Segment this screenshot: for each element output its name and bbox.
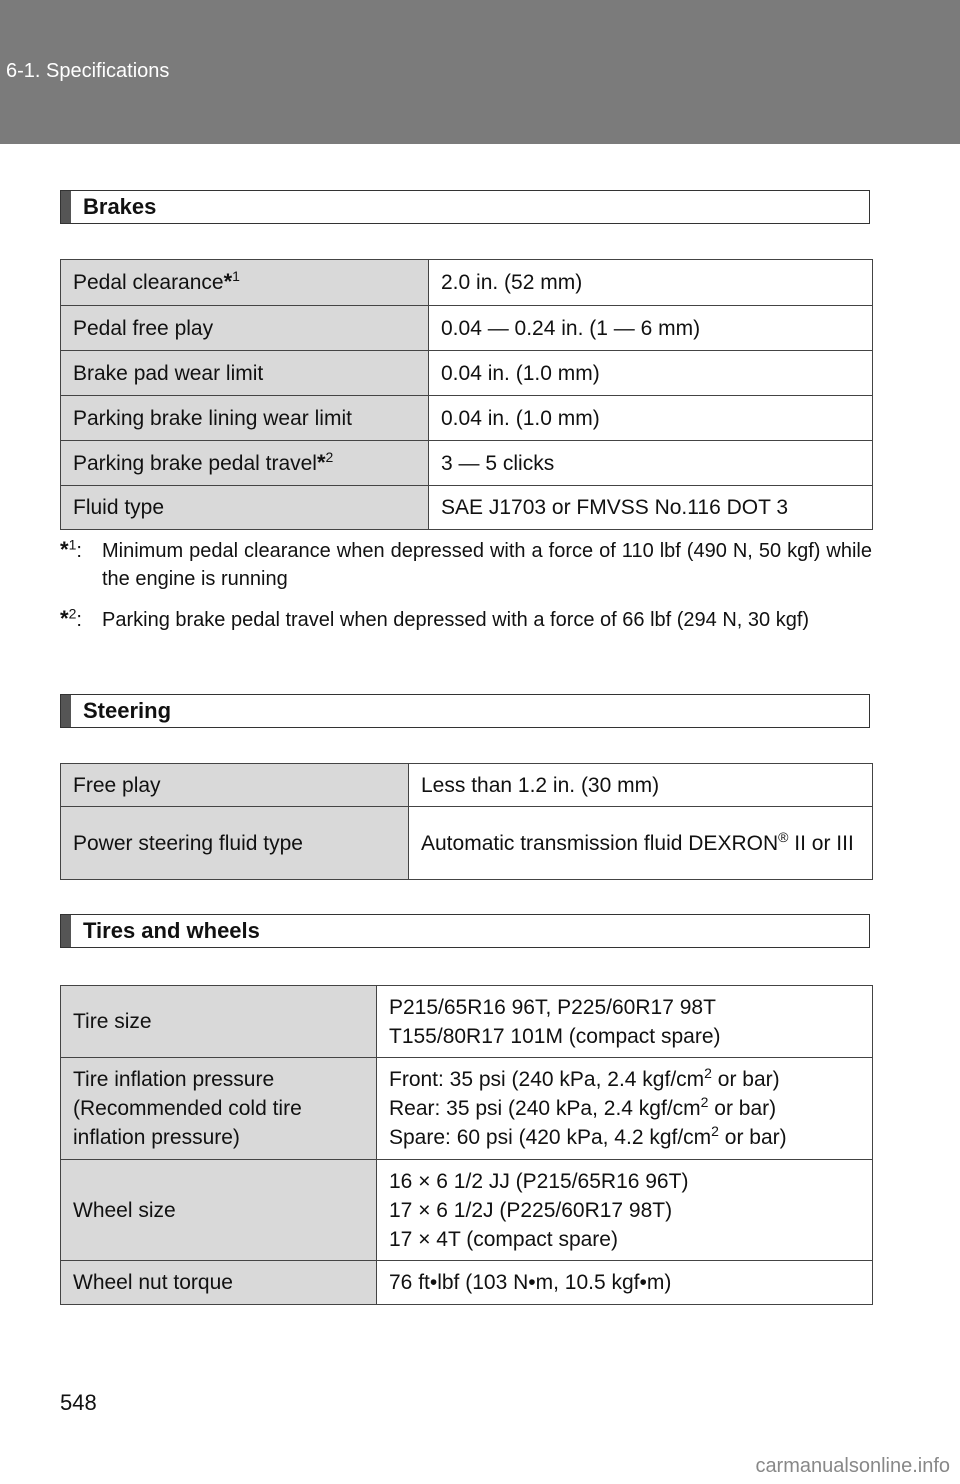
table-row xyxy=(61,764,873,807)
row-value: P215/65R16 96T, P225/60R17 98T T155/80R17 101M (compact spare) xyxy=(377,986,873,1058)
footnote-2 xyxy=(60,606,872,634)
row-value: Front: 35 psi (240 kPa, 2.4 kgf/$cm^2$ or bar) Rear: 35 psi (240 kPa, 2.4 kgf/$cm^2$ or bar) Spare: 60 psi (420 kPa, 4.2 kgf/$cm^2$ or bar) xyxy=(377,1058,873,1160)
row-label: Pedal clearance*$^1$ xyxy=(61,260,429,306)
footnote-1 xyxy=(60,537,872,593)
heading-stripe xyxy=(61,191,71,223)
row-label: Tire inflation pressure (Recommended cold tire inflation pressure) xyxy=(61,1058,377,1160)
row-value: SAE J1703 or FMVSS No.116 DOT 3 xyxy=(429,486,873,530)
row-label: Brake pad wear limit xyxy=(61,351,429,396)
brakes-table xyxy=(60,259,873,530)
row-value: 0.04 in. (1.0 mm) xyxy=(429,396,873,441)
row-label: Free play xyxy=(61,764,409,807)
steering-table xyxy=(60,763,873,880)
footnote-text: Minimum pedal clearance when depressed with a force of 110 lbf (490 N, 50 kgf) while the engine is running xyxy=(102,540,872,590)
steering-heading xyxy=(60,694,870,728)
tires-table xyxy=(60,985,873,1305)
table-row xyxy=(61,1261,873,1305)
row-label: Fluid type xyxy=(61,486,429,530)
row-label: Parking brake pedal travel*$^2$ xyxy=(61,441,429,486)
footnote-text: Parking brake pedal travel when depressed with a force of 66 lbf (294 N, 30 kgf) xyxy=(102,609,810,631)
brakes-heading xyxy=(60,190,870,224)
steering-title: Steering xyxy=(83,698,172,723)
row-value: 3 — 5 clicks xyxy=(429,441,873,486)
row-label: Tire size xyxy=(61,986,377,1058)
tires-title: Tires and wheels xyxy=(83,918,260,943)
row-label: Wheel nut torque xyxy=(61,1261,377,1305)
table-row xyxy=(61,441,873,486)
page-header xyxy=(0,0,960,144)
row-value: 0.04 — 0.24 in. (1 — 6 mm) xyxy=(429,306,873,351)
table-row xyxy=(61,260,873,306)
table-row xyxy=(61,486,873,530)
tires-heading xyxy=(60,914,870,948)
row-label: Wheel size xyxy=(61,1160,377,1261)
heading-stripe xyxy=(61,695,71,727)
table-row xyxy=(61,306,873,351)
row-label: Pedal free play xyxy=(61,306,429,351)
row-value: 0.04 in. (1.0 mm) xyxy=(429,351,873,396)
footnote-mark: *$^1$: xyxy=(60,536,82,562)
brakes-title: Brakes xyxy=(83,194,157,219)
section-title: 6-1. Specifications xyxy=(6,60,170,82)
row-value: 16 × 6 1/2 JJ (P215/65R16 96T) 17 × 6 1/2J (P225/60R17 98T) 17 × 4T (compact spare) xyxy=(377,1160,873,1261)
table-row xyxy=(61,986,873,1058)
row-label: Power steering fluid type xyxy=(61,807,409,880)
table-row xyxy=(61,807,873,880)
footnote-mark: *$^2$: xyxy=(60,605,82,631)
table-row xyxy=(61,1160,873,1261)
heading-stripe xyxy=(61,915,71,947)
watermark: carmanualsonline.info xyxy=(755,1455,950,1477)
row-label: Parking brake lining wear limit xyxy=(61,396,429,441)
page-number: 548 xyxy=(60,1390,97,1415)
row-value: 2.0 in. (52 mm) xyxy=(429,260,873,306)
table-row xyxy=(61,1058,873,1160)
table-row xyxy=(61,396,873,441)
table-row xyxy=(61,351,873,396)
row-value: Less than 1.2 in. (30 mm) xyxy=(409,764,873,807)
row-value: Automatic transmission fluid DEXRON® II or III xyxy=(409,807,873,880)
row-value: 76 ft•lbf (103 N•m, 10.5 kgf•m) xyxy=(377,1261,873,1305)
